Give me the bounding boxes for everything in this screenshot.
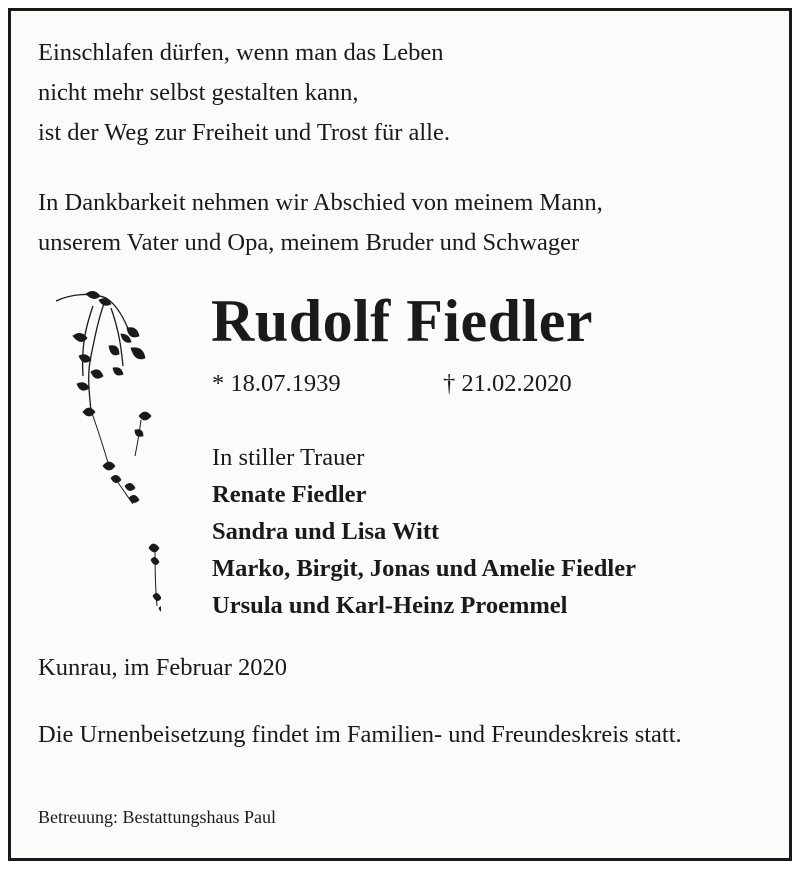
intro-line: In Dankbarkeit nehmen wir Abschied von meinem Mann, (38, 189, 603, 216)
poem-line: Einschlafen dürfen, wenn man das Leben (38, 39, 444, 66)
mourner-name: Sandra und Lisa Witt (212, 518, 440, 545)
death-date: † 21.02.2020 (443, 370, 572, 397)
farewell-intro (38, 183, 603, 263)
poem-line: nicht mehr selbst gestalten kann, (38, 79, 359, 106)
mourner-name: Renate Fiedler (212, 481, 367, 508)
mourners-heading: In stiller Trauer (212, 444, 365, 471)
funeral-home-credit: Betreuung: Bestattungshaus Paul (38, 807, 276, 827)
poem-line: ist der Weg zur Freiheit und Trost für alle. (38, 119, 450, 146)
birth-date: * 18.07.1939 (212, 370, 341, 397)
poem (38, 33, 450, 153)
mourners-list (212, 439, 636, 624)
mourner-name: Marko, Birgit, Jonas und Amelie Fiedler (212, 555, 636, 582)
mourner-name: Ursula und Karl-Heinz Proemmel (212, 592, 568, 619)
obituary-card (8, 8, 792, 861)
urn-burial-notice: Die Urnenbeisetzung findet im Familien- und Freundeskreis statt. (38, 721, 682, 748)
place-and-date: Kunrau, im Februar 2020 (38, 654, 288, 681)
deceased-name: Rudolf Fiedler (211, 288, 593, 354)
intro-line: unserem Vater und Opa, meinem Bruder und Schwager (38, 229, 580, 256)
leaf-branch-icon (51, 286, 161, 626)
